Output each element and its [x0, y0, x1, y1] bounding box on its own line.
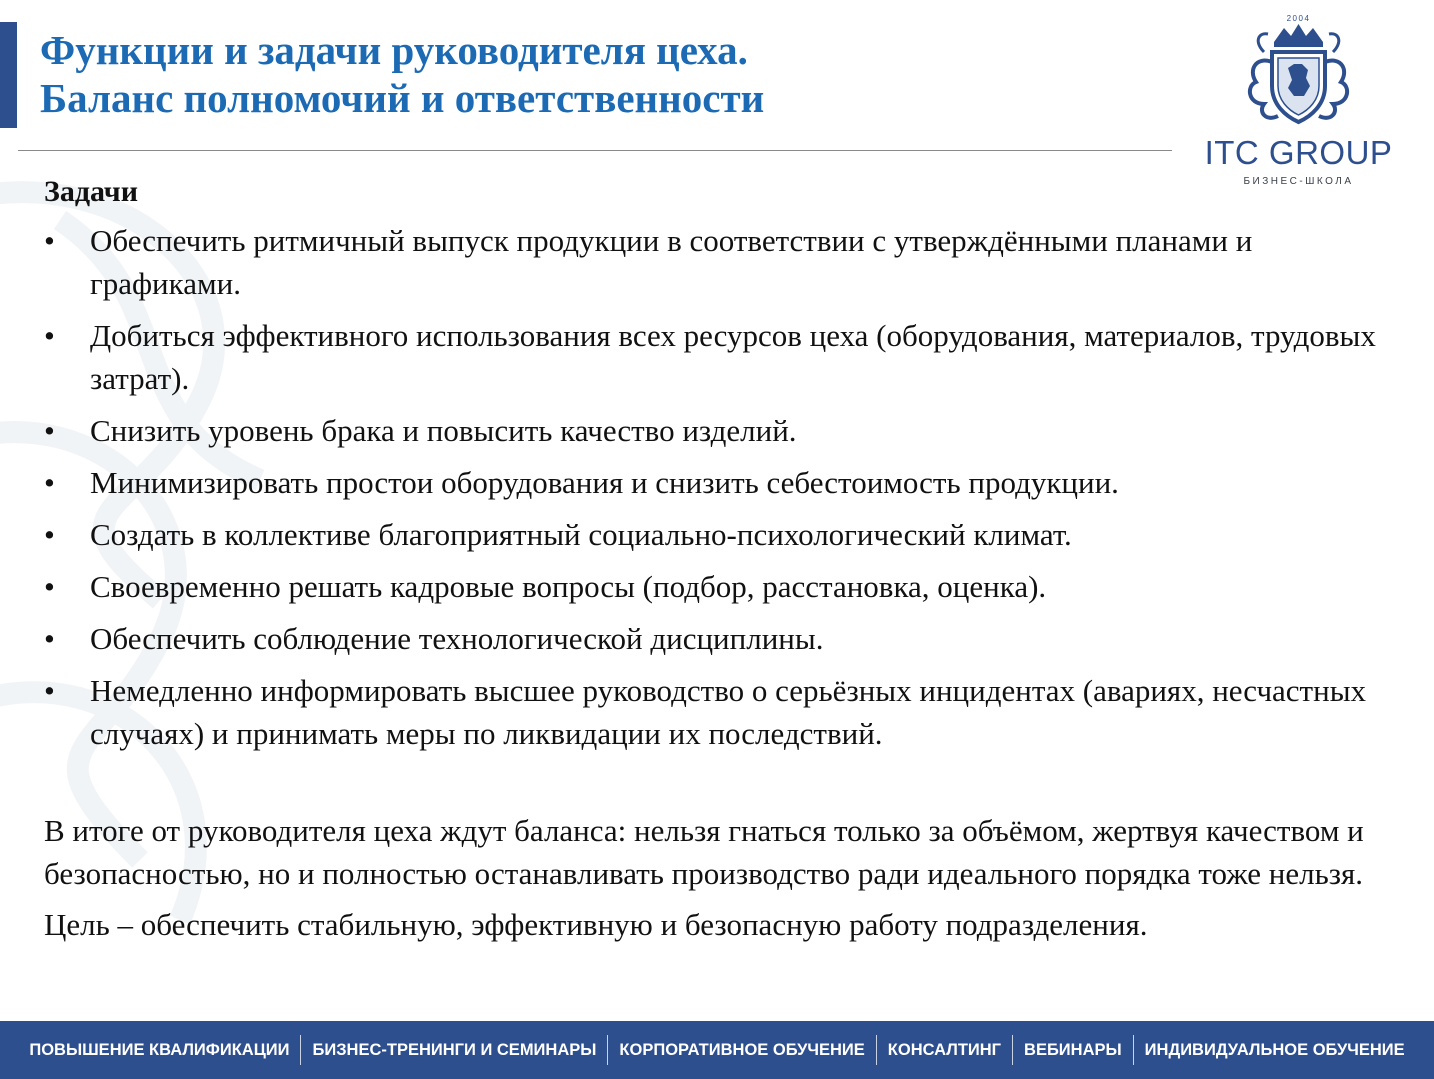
list-item-text: Создать в коллективе благоприятный социально-психологический климат.: [90, 517, 1072, 552]
list-item-text: Немедленно информировать высшее руководство о серьёзных инцидентах (авариях, несчастных случаях) и принимать меры по ликвидации их последствий.: [90, 673, 1367, 751]
list-item: [44, 617, 1394, 660]
goal-paragraph: Цель – обеспечить стабильную, эффективную и безопасную работу подразделения.: [44, 907, 1148, 942]
title-divider: [18, 150, 1172, 151]
section-heading: Задачи: [44, 175, 139, 208]
bullet-icon: •: [44, 318, 55, 353]
list-item-text: Обеспечить ритмичный выпуск продукции в соответствии с утверждёнными планами и графиками.: [90, 223, 1253, 301]
list-item: [44, 219, 1394, 305]
footer-link-consulting[interactable]: КОНСАЛТИНГ: [876, 1035, 1012, 1065]
bullet-icon: •: [44, 569, 55, 604]
bullet-icon: •: [44, 413, 55, 448]
logo-wordmark: ITC GROUP: [1204, 134, 1393, 171]
list-item: [44, 513, 1394, 556]
title-accent-bar: [0, 22, 17, 128]
crest-icon: [1236, 12, 1361, 137]
page-title-line-2: Баланс полномочий и ответственности: [40, 75, 765, 121]
bullet-icon: •: [44, 465, 55, 500]
bullet-icon: •: [44, 673, 55, 708]
list-item: [44, 461, 1394, 504]
list-item-text: Обеспечить соблюдение технологической дисциплины.: [90, 621, 824, 656]
list-item-text: Добиться эффективного использования всех ресурсов цеха (оборудования, материалов, трудовых затрат).: [90, 318, 1376, 396]
footer-link-trainings[interactable]: БИЗНЕС-ТРЕНИНГИ И СЕМИНАРЫ: [300, 1035, 607, 1065]
list-item: [44, 314, 1394, 400]
summary-paragraph: В итоге от руководителя цеха ждут баланса: нельзя гнаться только за объёмом, жертвуя качеством и безопасностью, но и полностью останавливать производство ради идеального порядка тоже нельзя.: [44, 813, 1364, 891]
summary-block: [44, 809, 1394, 946]
itc-group-logo: [1196, 12, 1401, 192]
list-item: [44, 409, 1394, 452]
list-item: [44, 565, 1394, 608]
logo-subtitle: БИЗНЕС-ШКОЛА: [1243, 176, 1354, 187]
bullet-icon: •: [44, 223, 55, 258]
list-item-text: Своевременно решать кадровые вопросы (подбор, расстановка, оценка).: [90, 569, 1047, 604]
footer-link-individual[interactable]: ИНДИВИДУАЛЬНОЕ ОБУЧЕНИЕ: [1133, 1035, 1416, 1065]
footer-link-corporate[interactable]: КОРПОРАТИВНОЕ ОБУЧЕНИЕ: [607, 1035, 875, 1065]
bullet-icon: •: [44, 517, 55, 552]
page-title: [40, 26, 764, 122]
slide-content: [44, 170, 1394, 954]
footer-link-qualification[interactable]: ПОВЫШЕНИЕ КВАЛИФИКАЦИИ: [29, 1041, 290, 1059]
list-item: [44, 669, 1394, 755]
page-title-line-1: Функции и задачи руководителя цеха.: [40, 27, 748, 73]
logo-year: 2004: [1286, 14, 1311, 23]
footer-link-webinars[interactable]: ВЕБИНАРЫ: [1012, 1035, 1133, 1065]
list-item-text: Снизить уровень брака и повысить качество изделий.: [90, 413, 797, 448]
task-list: [44, 219, 1394, 755]
list-item-text: Минимизировать простои оборудования и снизить себестоимость продукции.: [90, 465, 1119, 500]
footer-bar: [0, 1021, 1434, 1079]
bullet-icon: •: [44, 621, 55, 656]
